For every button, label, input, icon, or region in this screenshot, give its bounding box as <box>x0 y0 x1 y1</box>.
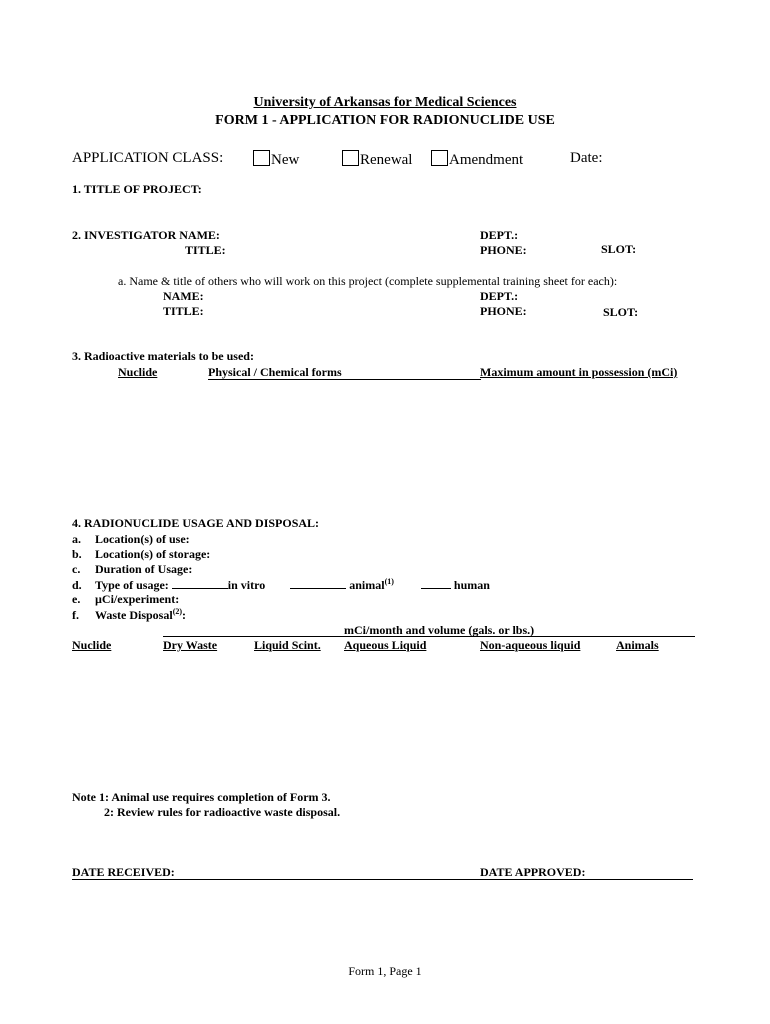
usage-item-d <box>72 577 490 593</box>
slot-label: SLOT: <box>601 242 637 256</box>
col-forms <box>208 365 481 380</box>
disposal-header: mCi/month and volume (gals. or lbs.) <box>344 623 535 637</box>
item-text: Duration of Usage: <box>95 562 193 576</box>
disposal-col-animals: Animals <box>616 638 659 652</box>
item-text: µCi/experiment: <box>95 592 180 606</box>
institution-heading: University of Arkansas for Medical Sciences <box>253 95 517 110</box>
item-letter: b. <box>72 547 82 561</box>
others-title-label: TITLE: <box>163 304 204 318</box>
disposal-col-nuclide: Nuclide <box>72 638 112 652</box>
animal-blank[interactable] <box>290 577 346 589</box>
application-class-label: APPLICATION CLASS: <box>72 150 224 166</box>
new-checkbox[interactable] <box>253 150 270 166</box>
renewal-label: Renewal <box>360 152 413 168</box>
usage-item-c <box>72 562 192 577</box>
date-approved-label: DATE APPROVED: <box>480 865 586 879</box>
others-dept-label: DEPT.: <box>480 289 519 303</box>
project-title-label: 1. TITLE OF PROJECT: <box>72 182 202 196</box>
class-option-amendment[interactable] <box>431 150 523 169</box>
others-name-label: NAME: <box>163 289 204 303</box>
item-letter: f. <box>72 608 79 622</box>
disposal-header-rule <box>163 636 695 637</box>
new-label: New <box>271 152 300 168</box>
dept-label: DEPT.: <box>480 228 519 242</box>
investigator-title-label: TITLE: <box>185 243 226 257</box>
note-1: Note 1: Animal use requires completion of Form 3. <box>72 790 331 804</box>
disposal-col-liquid-scint: Liquid Scint. <box>254 638 321 652</box>
col-max-amount: Maximum amount in possession (mCi) <box>480 365 678 379</box>
amendment-label: Amendment <box>449 152 524 168</box>
class-option-new[interactable] <box>253 150 299 169</box>
disposal-col-dry: Dry Waste <box>163 638 218 652</box>
investigator-name-label: 2. INVESTIGATOR NAME: <box>72 228 220 242</box>
disposal-col-aqueous: Aqueous Liquid <box>344 638 427 652</box>
date-approved-field <box>480 866 693 880</box>
waste-note-ref: (2) <box>172 607 183 616</box>
others-phone-label: PHONE: <box>480 304 527 318</box>
date-label: Date: <box>570 150 603 166</box>
page-number: Form 1, Page 1 <box>348 964 422 978</box>
item-letter: d. <box>72 578 82 592</box>
col-nuclide: Nuclide <box>118 365 158 379</box>
item-letter: c. <box>72 562 81 576</box>
note-2: 2: Review rules for radioactive waste disposal. <box>104 805 341 819</box>
item-letter: a. <box>72 532 81 546</box>
renewal-checkbox[interactable] <box>342 150 359 166</box>
date-received-field <box>72 866 480 880</box>
in-vitro-blank[interactable] <box>172 577 228 589</box>
usage-item-b <box>72 547 210 562</box>
phone-label: PHONE: <box>480 243 527 257</box>
item-letter: e. <box>72 592 81 606</box>
amendment-checkbox[interactable] <box>431 150 448 166</box>
usage-disposal-heading: 4. RADIONUCLIDE USAGE AND DISPOSAL: <box>72 516 320 530</box>
others-slot-label: SLOT: <box>603 305 639 319</box>
item-text: Waste Disposal <box>95 608 173 622</box>
human-label: human <box>453 578 490 592</box>
item-text: Location(s) of storage: <box>95 547 211 561</box>
in-vitro-label: in vitro <box>227 578 266 592</box>
human-blank[interactable] <box>421 577 451 589</box>
col-forms-label: Physical / Chemical forms <box>208 365 342 379</box>
usage-item-a <box>72 532 190 547</box>
materials-heading: 3. Radioactive materials to be used: <box>72 349 254 363</box>
usage-item-f <box>72 607 186 623</box>
waste-colon: : <box>182 608 187 622</box>
animal-note-ref: (1) <box>384 577 394 586</box>
item-text: Type of usage: <box>95 578 169 592</box>
form-title: FORM 1 - APPLICATION FOR RADIONUCLIDE USE <box>215 113 555 128</box>
item-text: Location(s) of use: <box>95 532 190 546</box>
animal-label: animal <box>349 578 385 592</box>
others-note: a. Name & title of others who will work on this project (complete supplemental training sheet for each): <box>118 274 618 288</box>
date-received-label: DATE RECEIVED: <box>72 865 175 879</box>
disposal-col-non-aqueous: Non-aqueous liquid <box>480 638 581 652</box>
class-option-renewal[interactable] <box>342 150 412 169</box>
usage-item-e <box>72 592 179 607</box>
